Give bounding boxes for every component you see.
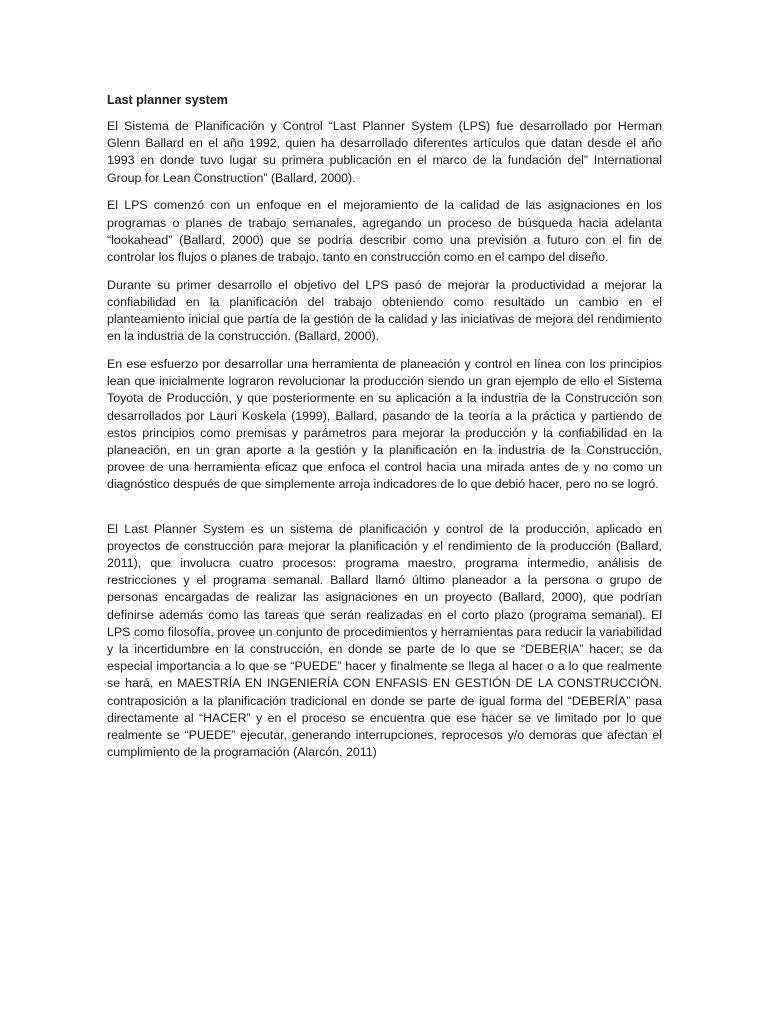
- document-body: [107, 91, 662, 772]
- document-title: Last planner system: [107, 93, 228, 107]
- paragraph-4: En ese esfuerzo por desarrollar una herramienta de planeación y control en línea con los principios lean que inicialmente lograron revolucionar la producción siendo un gran ejemplo de ello el Sistema Toyota de Producción, y que posteriormente en su aplicación a la industria de la Construcción son desarrollados por Lauri Koskela (1999), Ballard, pasando de la teoría a la práctica y partiendo de estos principios como premisas y parámetros para mejorar la producción y la confiabilidad en la planeación, en un gran aporte a la gestión y la planificación en la industria de la Construcción, provee de una herramienta eficaz que enfoca el control hacia una mirada antes de y no como un diagnóstico después de que simplemente arroja indicadores de lo que debió hacer, pero no se logró.: [107, 356, 662, 492]
- paragraph-5: El Last Planner System es un sistema de planificación y control de la producción, aplicado en proyectos de construcción para mejorar la planificación y el rendimiento de la producción (Ballard, 2011), que involucra cuatro procesos: programa maestro, programa intermedio, análisis de restricciones y el programa semanal. Ballard llamó último planeador a la persona o grupo de personas encargadas de realizar las asignaciones en un proyecto (Ballard, 2000), que podrían definirse además como las tareas que serán realizadas en el corto plazo (programa semanal). El LPS como filosofía, provee un conjunto de procedimientos y herramientas para reducir la variabilidad y la incertidumbre en la construcción, en donde se parte de lo que se “DEBERIA” hacer; se da especial importancia a lo que se “PUEDE” hacer y finalmente se llega al hacer o a lo que realmente se hará, en MAESTRÍA EN INGENIERÍA CON ENFASIS EN GESTIÓN DE LA CONSTRUCCIÓN. contraposición a la planificación tradicional en donde se parte de igual forma del “DEBERÍA” pasa directamente al “HACER” y en el proceso se encuentra que ese hacer se ve limitado por lo que realmente se “PUEDE” ejecutar, generando interrupciones, reprocesos y/o demoras que afectan el cumplimiento de la programación (Alarcón, 2011): [107, 521, 662, 760]
- paragraph-1: El Sistema de Planificación y Control “Last Planner System (LPS) fue desarrollado por Herman Glenn Ballard en el año 1992, quien ha desarrollado diferentes artículos que datan desde el año 1993 en donde tuvo lugar su primera publicación en el marco de la fundación del” International Group for Lean Construction” (Ballard, 2000).: [107, 119, 662, 185]
- paragraph-3: Durante su primer desarrollo el objetivo del LPS pasó de mejorar la productividad a mejorar la confiabilidad en la planificación del trabajo obteniendo como resultado un cambio en el planteamiento inicial que partía de la gestión de la calidad y las iniciativas de mejora del rendimiento en la industria de la construcción. (Ballard, 2000).: [107, 277, 662, 344]
- paragraph-2: El LPS comenzó con un enfoque en el mejoramiento de la calidad de las asignaciones en los programas o planes de trabajo semanales, agregando un proceso de búsqueda hacia adelanta “lookahead” (Ballard, 2000) que se podría describir como una previsión a futuro con el fin de controlar los flujos o planes de trabajo, tanto en construcción como en el campo del diseño.: [107, 198, 662, 264]
